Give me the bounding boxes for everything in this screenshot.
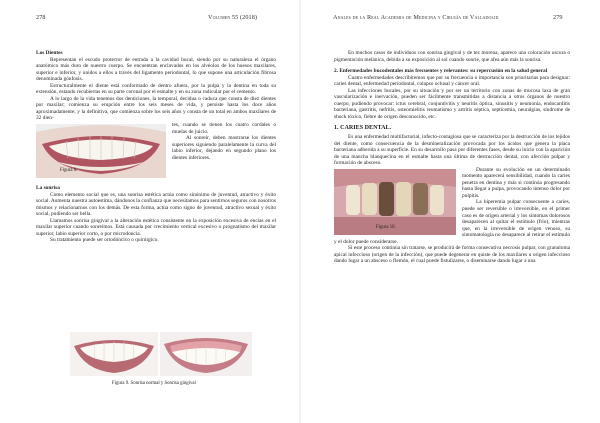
paragraph: Las infecciones bucales, por su situación y por ser un territorio con zonas de mucosa laxa de gran vascularización e inervación, pueden ser fácilmente transmitidas a distancia a otros órganos de nuestro cuerpo, pudiendo provocar: ictus cerebral, conjuntivitis y neuritis óptica, sinusitis y neumonía, endocarditis bacteriana, gastritis, nefritis, osteomielitis reumatismo y artritis séptica, septicemia, neuralgias, síndrome de shock tóxico, fiebre de origen desconocido, etc. — [334, 87, 570, 120]
figure-10 — [334, 169, 456, 235]
paragraph: La hiperemia pulpar consecuente a caries, puede ser reversible o irreversible, en el primer caso es de origen arterial y los síntomas dolorosos desaparecen al quitar el estímulo (frío), mientras que, en la irreversible de origen venoso, su sintomatología no desaparece al retirar el estímulo y el dolor puede considerarse. — [334, 199, 570, 245]
section-2-title: 2. Enfermedades bucodentales más frecuentes y relevantes: su repercusión en la salud general — [334, 68, 548, 75]
figure-9-gingival-smile — [160, 332, 252, 376]
section-title-sonrisa: La sonrisa — [36, 185, 60, 192]
paragraph: Si este proceso continúa sin tratarse, se producirá de forma consecutiva necrosis pulpar, con granuloma apical infeccioso (origen de la infección), que puede degenerar en quiste de los maxilares u origen infeccioso dando lugar a un absceso o flemón, el cual puede fistulizarse, o diseminarse dando lugar a una — [334, 245, 570, 265]
right-page-number: 279 — [553, 14, 563, 21]
figure-8 — [36, 124, 166, 178]
gingival-smile-photo-icon — [160, 332, 252, 376]
paragraph: En muchos casos de individuos con sonrisa gingival y de tez morena, aparece una coloración oscura o pigmentación melánica, debida a su exposición al sol cuando sonríe, que afea aún más la sonrisa. — [334, 50, 570, 63]
figure-9-normal-smile — [70, 332, 158, 376]
left-text-column — [36, 50, 276, 354]
paragraph: Es una enfermedad multifactorial, infecto-contagiosa que se caracteriza por la destrucción de los tejidos del diente, como consecuencia de la desmineralización provocada por los ácidos que genera la placa bacteriana adherida a su superficie. En su desarrollo pasa por diferentes fases, desde su inicio con la aparición de una mancha blanquecina en el esmalte hasta una última de destrucción dental, con afección pulpar y formación de absceso. — [334, 134, 570, 167]
right-text-column — [334, 50, 570, 410]
right-running-header: Anales de la Real Academia de Medicina y Cirugía de Valladolid — [333, 14, 499, 21]
section-title-dientes: Los Dientes — [36, 50, 63, 56]
smile-photo-icon — [36, 124, 166, 178]
left-page-number: 278 — [36, 14, 46, 21]
caries-title: 1. CARIES DENTAL. — [334, 125, 392, 132]
normal-smile-photo-icon — [70, 332, 158, 376]
paragraph: Cuatro enfermedades describiremos que por su frecuencia o importancia son prioritarias para designar: caries dental, enfermedad periodontal, colapso oclusal y cáncer oral. — [334, 74, 570, 88]
figure-10-caption: Figura 10. — [376, 225, 396, 231]
figure-9-caption: Figura 9. Sonrisa normal y Sonrisa gingival — [112, 381, 196, 386]
paragraph: Llamamos sonrisa gingival a la alteración estética consistente en la exposición excesiva de encías en el maxilar superior cuando sonreímos. Está causada por crecimiento vertical excesivo o prognatismo del maxilar superior, labio superior corto, o por microdoncia. — [36, 217, 276, 237]
paragraph: Durante su evolución en un determinado momento aparecerá sensibilidad, cuando la caries penetra en dentina y más si continúa progresando hasta llegar a pulpa, provocando intenso dolor por pulpitis. — [462, 166, 570, 199]
paragraph: Como elemento social que es, una sonrisa estética actúa como sinónimo de juventud, atractivo y éxito social. Aumenta nuestra autoestima, dándonos la confianza que necesitamos para sentirnos seguros con nosotros mismos y relacionarnos con los demás. De esta forma, actúa como signo de juventud, atractivo sexual y éxito social, pudiendo ser bella. — [36, 191, 276, 218]
figure-8-caption: Figura 8. — [60, 168, 78, 174]
paragraph: Al sonreír, deben mostrarse los dientes superiores siguiendo paralelamente la curva del labio inferior, dejando en segundo plano los dientes inferiores. — [172, 135, 276, 161]
paragraph: tes, cuando se tienen los cuatro cordales o muelas de juicio. — [172, 122, 276, 135]
paragraph: A lo largo de la vida tenemos dos denticiones, la temporal, decidua o caduca que consta de diez dientes por maxilar; comienza su erupción entre los seis meses de vida, y persiste hasta los doce años aproximadamente; y la definitiva, que comienza sobre los seis años y consta de un total en ambos maxilares de 32 dien- — [36, 95, 276, 122]
right-page — [300, 0, 600, 423]
paragraph: Representan el escudo protector de entrada a la cavidad bucal, siendo por su naturaleza el órgano anatómico más duro de nuestro cuerpo. Se encuentran enclavados en los alvéolos de los huesos maxilares, superior e inferior, y unidos a ellos a través del ligamento periodontal, lo que supone una articulación fibrosa denominada gónfosis. — [36, 56, 276, 83]
paragraph: Su tratamiento puede ser ortodóncico o quirúrgico. — [50, 237, 159, 244]
paragraph: Estructuralmente el diente está conformado de dentro afuera, por la pulpa y la dentina en toda su extensión, estando recubiertas en su parte coronal por el esmalte y en su zona radicular por el cemento. — [36, 82, 276, 96]
left-running-header: Volumen 55 (2018) — [208, 14, 258, 21]
